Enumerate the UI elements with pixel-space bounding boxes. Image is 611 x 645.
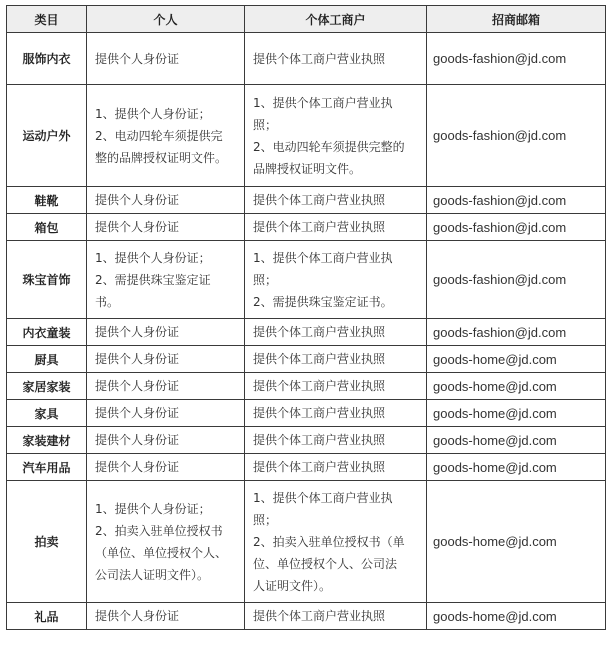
personal-requirement-cell bbox=[87, 603, 245, 630]
business-requirement-line: 提供个体工商户营业执照 bbox=[253, 352, 386, 366]
personal-requirement-cell bbox=[87, 454, 245, 481]
email-cell: goods-fashion@jd.com bbox=[427, 241, 606, 319]
business-requirement-line: 提供个体工商户营业执照 bbox=[253, 379, 386, 393]
business-requirement-cell bbox=[245, 33, 427, 85]
business-requirement-line: 提供个体工商户营业执照 bbox=[253, 325, 386, 339]
personal-requirement-cell bbox=[87, 187, 245, 214]
email-cell: goods-fashion@jd.com bbox=[427, 319, 606, 346]
personal-requirement-cell bbox=[87, 241, 245, 319]
business-requirement-line: 照； bbox=[253, 117, 278, 132]
header-category: 类目 bbox=[7, 6, 87, 33]
personal-requirement-line: 提供个人身份证 bbox=[95, 460, 180, 474]
requirements-table bbox=[6, 5, 606, 630]
personal-requirement-line: 提供个人身份证 bbox=[95, 325, 180, 339]
business-requirement-cell bbox=[245, 85, 427, 187]
business-requirement-line: 提供个体工商户营业执照 bbox=[253, 460, 386, 474]
category-cell: 家具 bbox=[7, 400, 87, 427]
table-header-row bbox=[7, 6, 606, 33]
business-requirement-line: 照； bbox=[253, 272, 278, 287]
personal-requirement-line: 提供个人身份证 bbox=[95, 193, 180, 207]
table-body bbox=[7, 33, 606, 630]
email-cell: goods-home@jd.com bbox=[427, 373, 606, 400]
header-email: 招商邮箱 bbox=[427, 6, 606, 33]
table-row bbox=[7, 33, 606, 85]
email-cell: goods-fashion@jd.com bbox=[427, 33, 606, 85]
personal-requirement-line: 2、需提供珠宝鉴定证 bbox=[95, 272, 211, 287]
email-cell: goods-fashion@jd.com bbox=[427, 85, 606, 187]
email-cell: goods-home@jd.com bbox=[427, 454, 606, 481]
business-requirement-cell bbox=[245, 373, 427, 400]
personal-requirement-line: 提供个人身份证 bbox=[95, 609, 180, 623]
header-business: 个体工商户 bbox=[245, 6, 427, 33]
business-requirement-line: 2、电动四轮车须提供完整的 bbox=[253, 139, 405, 154]
requirements-table-wrapper bbox=[6, 5, 606, 630]
business-requirement-cell bbox=[245, 319, 427, 346]
business-requirement-line: 提供个体工商户营业执照 bbox=[253, 433, 386, 447]
category-cell: 家装建材 bbox=[7, 427, 87, 454]
email-cell: goods-fashion@jd.com bbox=[427, 187, 606, 214]
table-row bbox=[7, 373, 606, 400]
personal-requirement-line: 公司法人证明文件）。 bbox=[95, 567, 210, 582]
business-requirement-line: 1、提供个体工商户营业执 bbox=[253, 95, 393, 110]
personal-requirement-cell bbox=[87, 319, 245, 346]
table-row bbox=[7, 603, 606, 630]
table-row bbox=[7, 214, 606, 241]
category-cell: 珠宝首饰 bbox=[7, 241, 87, 319]
personal-requirement-line: 提供个人身份证 bbox=[95, 379, 180, 393]
email-cell: goods-home@jd.com bbox=[427, 603, 606, 630]
business-requirement-cell bbox=[245, 400, 427, 427]
table-row bbox=[7, 346, 606, 373]
personal-requirement-line: 1、提供个人身份证； bbox=[95, 250, 211, 265]
personal-requirement-cell bbox=[87, 85, 245, 187]
business-requirement-line: 照； bbox=[253, 512, 278, 527]
category-cell: 服饰内衣 bbox=[7, 33, 87, 85]
email-cell: goods-fashion@jd.com bbox=[427, 214, 606, 241]
personal-requirement-cell bbox=[87, 481, 245, 603]
business-requirement-line: 人证明文件）。 bbox=[253, 578, 332, 593]
personal-requirement-line: 提供个人身份证 bbox=[95, 406, 180, 420]
business-requirement-cell bbox=[245, 427, 427, 454]
personal-requirement-line: 提供个人身份证 bbox=[95, 51, 180, 66]
business-requirement-line: 位、单位授权个人、公司法 bbox=[253, 556, 398, 571]
business-requirement-line: 1、提供个体工商户营业执 bbox=[253, 250, 393, 265]
email-cell: goods-home@jd.com bbox=[427, 481, 606, 603]
table-row bbox=[7, 85, 606, 187]
business-requirement-line: 提供个体工商户营业执照 bbox=[253, 51, 386, 66]
personal-requirement-line: （单位、单位授权个人、 bbox=[95, 545, 228, 560]
personal-requirement-line: 提供个人身份证 bbox=[95, 433, 180, 447]
business-requirement-line: 提供个体工商户营业执照 bbox=[253, 609, 386, 623]
personal-requirement-cell bbox=[87, 214, 245, 241]
table-row bbox=[7, 427, 606, 454]
business-requirement-cell bbox=[245, 214, 427, 241]
business-requirement-cell bbox=[245, 454, 427, 481]
personal-requirement-line: 1、提供个人身份证； bbox=[95, 501, 211, 516]
email-cell: goods-home@jd.com bbox=[427, 346, 606, 373]
business-requirement-line: 提供个体工商户营业执照 bbox=[253, 193, 386, 207]
category-cell: 拍卖 bbox=[7, 481, 87, 603]
personal-requirement-cell bbox=[87, 400, 245, 427]
category-cell: 运动户外 bbox=[7, 85, 87, 187]
table-row bbox=[7, 187, 606, 214]
table-row bbox=[7, 454, 606, 481]
category-cell: 箱包 bbox=[7, 214, 87, 241]
table-row bbox=[7, 400, 606, 427]
header-personal: 个人 bbox=[87, 6, 245, 33]
business-requirement-line: 提供个体工商户营业执照 bbox=[253, 220, 386, 234]
personal-requirement-line: 书。 bbox=[95, 294, 120, 309]
email-cell: goods-home@jd.com bbox=[427, 400, 606, 427]
email-cell: goods-home@jd.com bbox=[427, 427, 606, 454]
business-requirement-line: 2、拍卖入驻单位授权书（单 bbox=[253, 534, 405, 549]
table-row bbox=[7, 319, 606, 346]
business-requirement-line: 1、提供个体工商户营业执 bbox=[253, 490, 393, 505]
business-requirement-line: 品牌授权证明文件。 bbox=[253, 161, 362, 176]
business-requirement-cell bbox=[245, 346, 427, 373]
category-cell: 内衣童装 bbox=[7, 319, 87, 346]
personal-requirement-line: 2、电动四轮车须提供完 bbox=[95, 128, 223, 143]
business-requirement-cell bbox=[245, 481, 427, 603]
personal-requirement-cell bbox=[87, 373, 245, 400]
category-cell: 鞋靴 bbox=[7, 187, 87, 214]
table-row bbox=[7, 241, 606, 319]
personal-requirement-line: 整的品牌授权证明文件。 bbox=[95, 150, 228, 165]
personal-requirement-cell bbox=[87, 427, 245, 454]
category-cell: 厨具 bbox=[7, 346, 87, 373]
table-row bbox=[7, 481, 606, 603]
personal-requirement-cell bbox=[87, 33, 245, 85]
business-requirement-line: 提供个体工商户营业执照 bbox=[253, 406, 386, 420]
personal-requirement-line: 提供个人身份证 bbox=[95, 352, 180, 366]
personal-requirement-line: 1、提供个人身份证； bbox=[95, 106, 211, 121]
personal-requirement-cell bbox=[87, 346, 245, 373]
personal-requirement-line: 2、拍卖入驻单位授权书 bbox=[95, 523, 223, 538]
category-cell: 家居家装 bbox=[7, 373, 87, 400]
business-requirement-cell bbox=[245, 187, 427, 214]
business-requirement-cell bbox=[245, 241, 427, 319]
category-cell: 礼品 bbox=[7, 603, 87, 630]
category-cell: 汽车用品 bbox=[7, 454, 87, 481]
personal-requirement-line: 提供个人身份证 bbox=[95, 220, 180, 234]
business-requirement-line: 2、需提供珠宝鉴定证书。 bbox=[253, 294, 393, 309]
business-requirement-cell bbox=[245, 603, 427, 630]
